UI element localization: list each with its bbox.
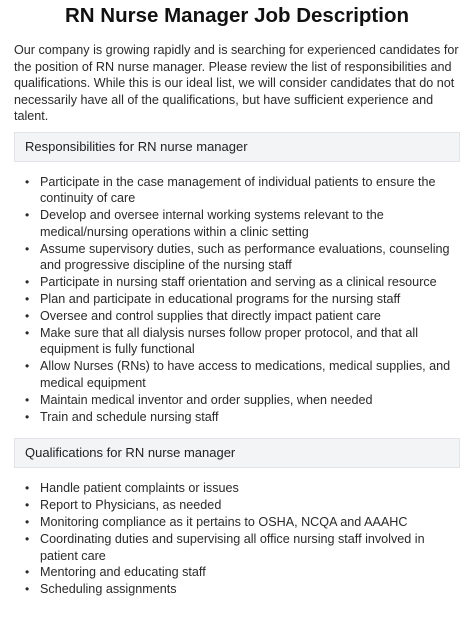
bullet-icon: • (25, 308, 30, 323)
list-item (14, 241, 460, 275)
bullet-icon: • (25, 325, 30, 340)
list-item-text: Oversee and control supplies that directly impact patient care (40, 308, 381, 323)
list-item-text: Plan and participate in educational programs for the nursing staff (40, 292, 401, 307)
list-item (14, 564, 460, 581)
list-item-text: Assume supervisory duties, such as performance evaluations, counseling and progressive discipline of the nursing staff (40, 241, 450, 273)
list-item-text: Train and schedule nursing staff (40, 409, 219, 424)
bullet-icon: • (25, 174, 30, 189)
list-item (14, 207, 460, 241)
list-item (14, 581, 460, 598)
list-item-text: Make sure that all dialysis nurses follow proper protocol, and that all equipment is fully functional (40, 325, 419, 357)
list-item-text: Mentoring and educating staff (40, 565, 206, 580)
bullet-icon: • (25, 241, 30, 256)
bullet-icon: • (25, 409, 30, 424)
list-item (14, 392, 460, 409)
list-item-text: Develop and oversee internal working systems relevant to the medical/nursing operations within a clinic setting (40, 208, 384, 239)
list-item-text: Maintain medical inventor and order supplies, when needed (40, 392, 373, 407)
list-item-text: Allow Nurses (RNs) to have access to medications, medical supplies, and medical equipment (40, 359, 451, 391)
list-item (14, 274, 460, 291)
list-item (14, 308, 460, 325)
bullet-icon: • (25, 275, 30, 290)
list-item (14, 325, 460, 359)
list-item-text: Monitoring compliance as it pertains to OSHA, NCQA and AAAHC (40, 515, 408, 530)
bullet-icon: • (25, 565, 30, 580)
bullet-icon: • (25, 359, 30, 374)
list-item-text: Coordinating duties and supervising all office nursing staff involved in patient care (40, 531, 425, 563)
bullet-icon: • (25, 582, 30, 597)
qualifications-list (14, 480, 460, 598)
list-item (14, 409, 460, 426)
bullet-icon: • (25, 515, 30, 530)
bullet-icon: • (25, 292, 30, 307)
list-item (14, 480, 460, 497)
list-item (14, 497, 460, 514)
bullet-icon: • (25, 392, 30, 407)
bullet-icon: • (25, 481, 30, 496)
list-item (14, 531, 460, 565)
list-item-text: Report to Physicians, as needed (40, 498, 222, 513)
responsibilities-heading: Responsibilities for RN nurse manager (14, 132, 460, 162)
qualifications-heading: Qualifications for RN nurse manager (14, 438, 460, 468)
list-item-text: Scheduling assignments (40, 582, 177, 597)
bullet-icon: • (25, 208, 30, 223)
list-item (14, 291, 460, 308)
intro-paragraph: Our company is growing rapidly and is searching for experienced candidates for the position of RN nurse manager. Please review the list of responsibilities and qualifications. While this is our ideal list, we will consider candidates that do not necessarily have all of the qualifications, but have sufficient experience and talent. (14, 43, 459, 123)
list-item (14, 358, 460, 392)
list-item-text: Handle patient complaints or issues (40, 481, 239, 496)
list-item (14, 174, 460, 208)
list-item-text: Participate in nursing staff orientation and serving as a clinical resource (40, 275, 437, 290)
responsibilities-list (14, 174, 460, 426)
bullet-icon: • (25, 498, 30, 513)
bullet-icon: • (25, 531, 30, 546)
list-item (14, 514, 460, 531)
page-title: RN Nurse Manager Job Description (64, 4, 409, 27)
list-item-text: Participate in the case management of individual patients to ensure the continuity of care (40, 174, 436, 206)
